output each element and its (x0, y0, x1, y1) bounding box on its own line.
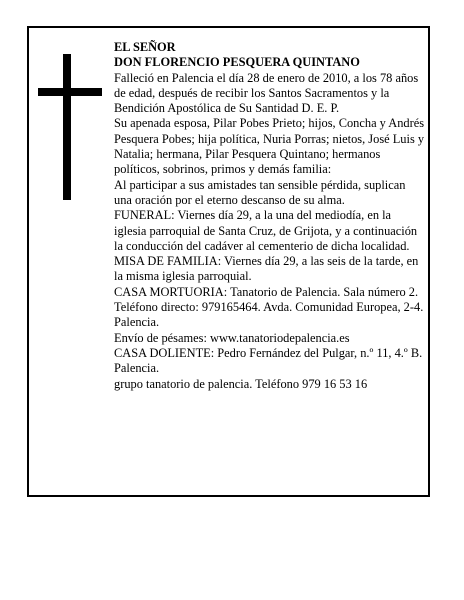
cross-vertical-bar (63, 54, 71, 200)
funeral-info: FUNERAL: Viernes día 29, a la una del mediodía, en la iglesia parroquial de Santa Cruz, de Grijota, y a continuación la conducción del cadáver al cementerio de dicha localidad. (114, 208, 418, 253)
obituary-text (114, 40, 426, 392)
mourning-house-info: CASA DOLIENTE: Pedro Fernández del Pulgar, n.º 11, 4.º B. Palencia. (114, 345, 423, 376)
prayer-request: Al participar a sus amistades tan sensible pérdida, suplican una oración por el eterno descanso de su alma. (114, 177, 406, 207)
family-mass-info: MISA DE FAMILIA: Viernes día 29, a las seis de la tarde, en la misma iglesia parroquial. (114, 254, 419, 284)
deceased-name: DON FLORENCIO PESQUERA QUINTANO (114, 55, 360, 70)
title-line-1: EL SEÑOR (114, 40, 176, 54)
funeral-home-info: CASA MORTUORIA: Tanatorio de Palencia. Sala número 2. Teléfono directo: 979165464. Avda. Comunidad Europea, 2-4. Palencia. (114, 284, 424, 330)
funeral-group-footer: grupo tanatorio de palencia. Teléfono 979 16 53 16 (114, 376, 368, 391)
cross-horizontal-bar (38, 88, 102, 96)
cross-icon (38, 54, 102, 200)
death-announcement: Falleció en Palencia el día 28 de enero de 2010, a los 78 años de edad, después de recibir los Santos Sacramentos y la Bendición Apostólica de Su Santidad D. E. P. (114, 70, 419, 116)
condolences-website: Envío de pésames: www.tanatoriodepalencia.es (114, 330, 350, 345)
family-list: Su apenada esposa, Pilar Pobes Prieto; hijos, Concha y Andrés Pesquera Pobes; hija política, Nuria Porras; nietos, José Luis y Natalia; hermana, Pilar Pesquera Quintano; hermanos políticos, sobrinos, primos y demás familia: (114, 116, 425, 177)
